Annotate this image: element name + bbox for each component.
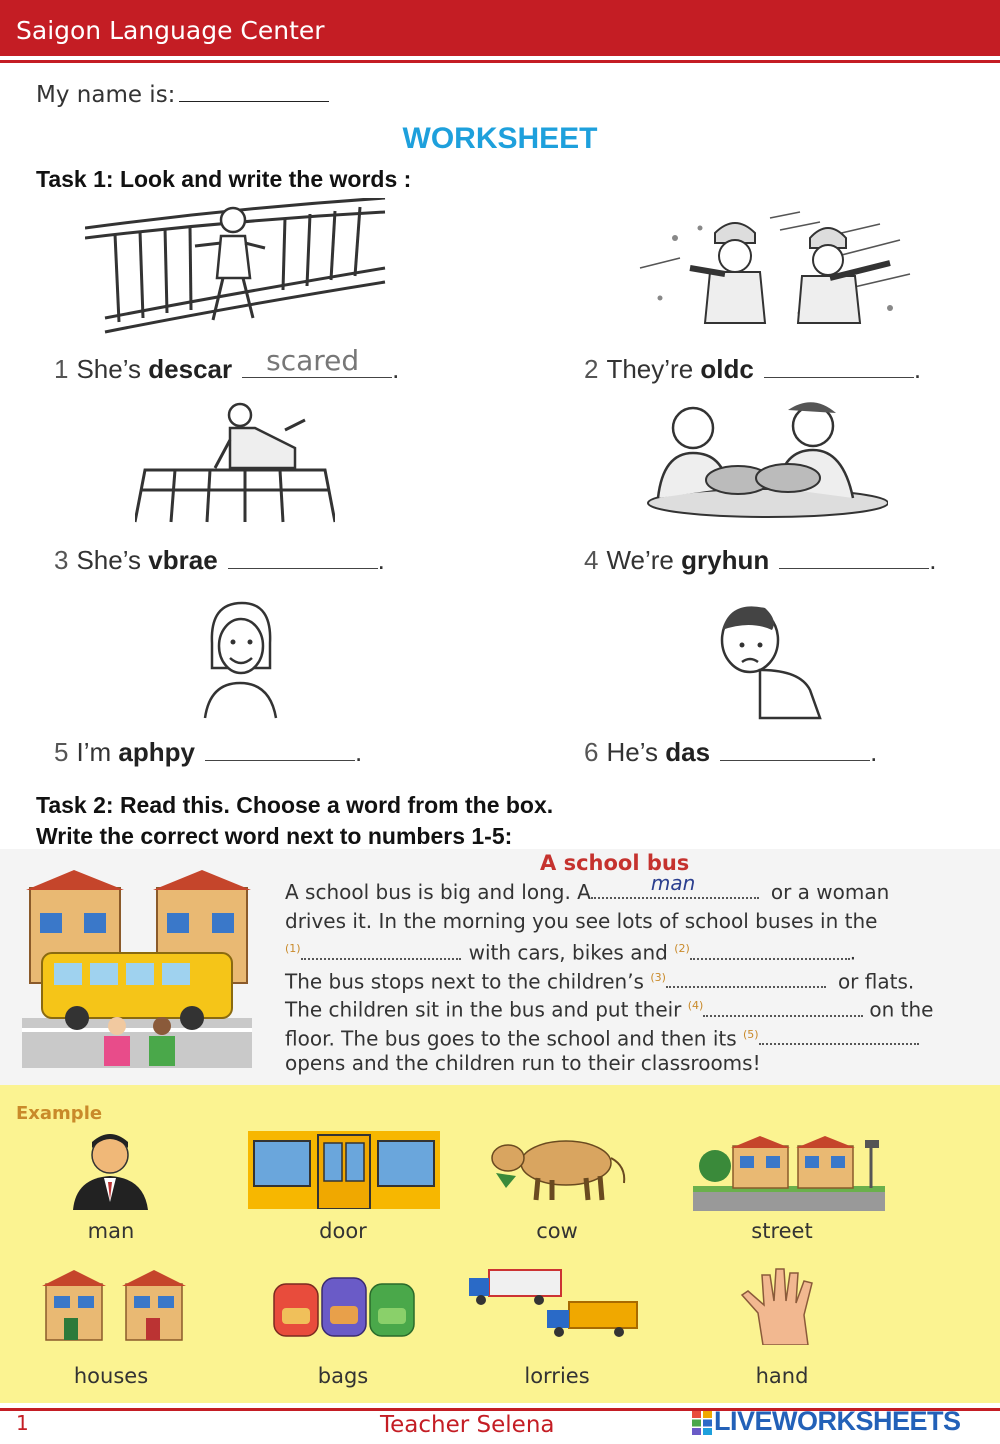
word-man: man bbox=[87, 1219, 135, 1243]
header-title: Saigon Language Center bbox=[16, 16, 325, 45]
story-blank-1[interactable] bbox=[301, 942, 461, 960]
brand-text: LIVEWORKSHEETS bbox=[714, 1406, 961, 1436]
story-blank-4[interactable] bbox=[703, 999, 863, 1017]
children-in-cold-illustration bbox=[630, 208, 920, 328]
scrambled-word: das bbox=[665, 737, 711, 767]
word-lorries: lorries bbox=[524, 1364, 590, 1388]
houses-picture bbox=[42, 1270, 187, 1342]
hand-picture bbox=[738, 1265, 830, 1345]
word-door: door bbox=[319, 1219, 367, 1243]
footer-teacher: Teacher Selena bbox=[380, 1412, 555, 1438]
header-bar bbox=[0, 0, 1000, 56]
scrambled-word: gryhun bbox=[681, 545, 770, 575]
task1-item-1: 1 She’s descar scared . bbox=[54, 344, 400, 384]
task1-item-5: 5 I’m aphpy . bbox=[54, 737, 363, 767]
liveworksheets-logo bbox=[692, 1406, 961, 1437]
story-title: A school bus bbox=[540, 851, 690, 875]
word-bags: bags bbox=[317, 1364, 369, 1388]
story-text: A school bus is big and long. A man or a woman drives it. In the morning you see lots of school buses in the $^{(1)}$ with cars, bikes and $^{(2)}$ . The bus stops next to the children’s $^{(3)}$ or flats. The children sit in the bus and put their $^{(4)}$ on the floor. The bus goes to the school and then its $^{(5)}$ opens and the children run to their classrooms! bbox=[285, 870, 934, 1075]
boys-with-burgers-illustration bbox=[638, 398, 888, 523]
man-picture bbox=[68, 1130, 153, 1210]
task2-heading-line2: Write the correct word next to numbers 1-5: bbox=[36, 823, 513, 849]
scrambled-word: aphpy bbox=[118, 737, 195, 767]
header-divider bbox=[0, 60, 1000, 63]
bags-picture bbox=[270, 1272, 418, 1342]
task1-heading: Task 1: Look and write the words : bbox=[36, 166, 412, 192]
task1-item-3: 3 She’s vbrae . bbox=[54, 545, 385, 575]
door-picture bbox=[248, 1131, 440, 1209]
answer-blank-6[interactable] bbox=[720, 735, 870, 761]
answer-blank-3[interactable] bbox=[228, 543, 378, 569]
story-example-blank: man bbox=[591, 881, 759, 899]
answer-blank-2[interactable] bbox=[764, 352, 914, 378]
word-cow: cow bbox=[536, 1219, 578, 1243]
worksheet-title: WORKSHEET bbox=[402, 122, 598, 155]
example-label: Example bbox=[16, 1103, 103, 1124]
street-picture bbox=[693, 1136, 885, 1211]
task1-item-4: 4 We’re gryhun . bbox=[584, 545, 937, 575]
answer-blank-4[interactable] bbox=[779, 543, 929, 569]
name-field-row bbox=[36, 82, 329, 108]
girl-climbing-frame-illustration bbox=[135, 400, 335, 525]
scrambled-word: oldc bbox=[700, 354, 754, 384]
sad-boy-illustration bbox=[710, 600, 825, 720]
name-label: My name is: bbox=[36, 82, 176, 108]
task1-item-2: 2 They’re oldc . bbox=[584, 354, 922, 384]
liveworksheets-icon bbox=[692, 1411, 712, 1435]
page-number: 1 bbox=[16, 1411, 29, 1435]
girl-on-bridge-illustration bbox=[85, 198, 390, 338]
task1-item-6: 6 He’s das . bbox=[584, 737, 878, 767]
scrambled-word: descar bbox=[148, 354, 233, 384]
story-blank-3[interactable] bbox=[666, 970, 826, 988]
answer-blank-1[interactable]: scared bbox=[242, 352, 392, 378]
task2-heading-line1: Task 2: Read this. Choose a word from the box. bbox=[36, 792, 554, 818]
cow-picture bbox=[486, 1128, 631, 1203]
story-blank-2[interactable] bbox=[690, 942, 850, 960]
story-blank-5[interactable] bbox=[759, 1027, 919, 1045]
school-bus-scene-illustration bbox=[22, 868, 252, 1068]
word-street: street bbox=[751, 1219, 813, 1243]
scrambled-word: vbrae bbox=[148, 545, 218, 575]
answer-blank-5[interactable] bbox=[205, 735, 355, 761]
name-input-line[interactable] bbox=[179, 82, 329, 102]
lorries-picture bbox=[469, 1268, 639, 1340]
word-houses: houses bbox=[73, 1364, 149, 1388]
happy-girl-illustration bbox=[200, 598, 280, 720]
word-hand: hand bbox=[755, 1364, 809, 1388]
